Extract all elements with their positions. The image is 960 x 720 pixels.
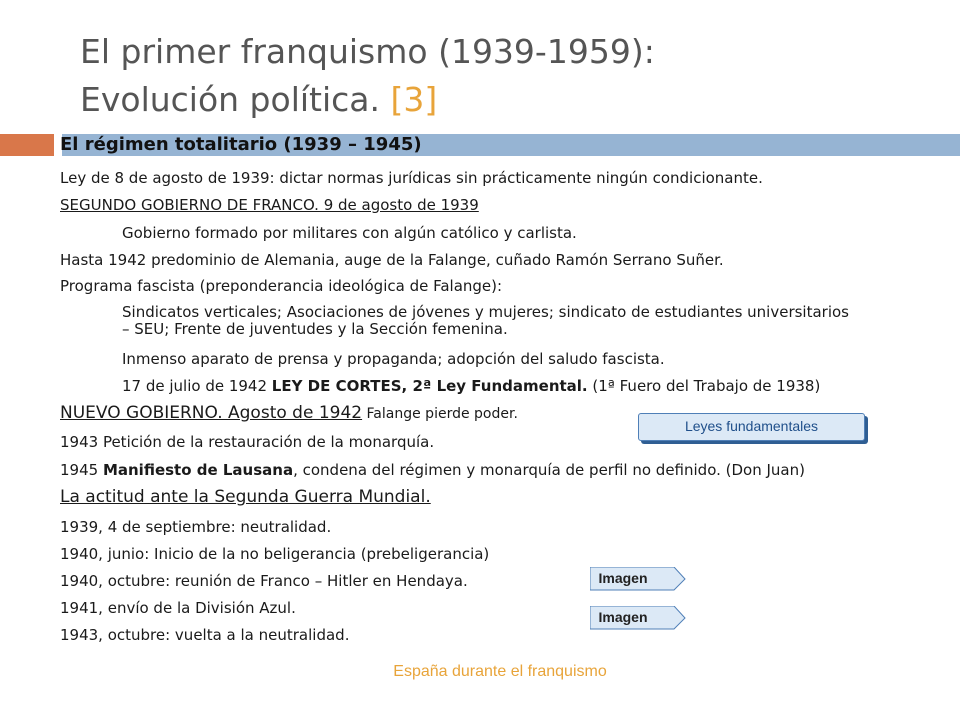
text-segment: Falange pierde poder.: [362, 406, 518, 422]
slide-title: [80, 28, 940, 124]
text-line: Inmenso aparato de prensa y propaganda; adopción del saludo fascista.: [122, 350, 665, 368]
text-line: La actitud ante la Segunda Guerra Mundial.: [60, 487, 431, 507]
text-segment: 17 de julio de 1942: [122, 377, 272, 395]
text-segment-underlined: NUEVO GOBIERNO. Agosto de 1942: [60, 403, 363, 423]
text-line: SEGUNDO GOBIERNO DE FRANCO. 9 de agosto de 1939: [60, 196, 479, 214]
text-segment-bold: Manifiesto de Lausana: [102, 461, 294, 479]
text-segment-bold: LEY DE CORTES, 2ª Ley Fundamental.: [271, 377, 588, 395]
text-line: 1939, 4 de septiembre: neutralidad.: [60, 518, 332, 536]
text-line: Sindicatos verticales; Asociaciones de jóvenes y mujeres; sindicato de estudiantes universitarios – SEU; Frente de juventudes y la Sección femenina.: [122, 303, 849, 338]
text-line: 1943 Petición de la restauración de la monarquía.: [60, 433, 435, 451]
imagen-link-2[interactable]: [590, 606, 686, 630]
text-line: 1943, octubre: vuelta a la neutralidad.: [60, 626, 350, 644]
text-line: 1941, envío de la División Azul.: [60, 599, 296, 617]
leyes-fundamentales-button[interactable]: Leyes fundamentales: [638, 413, 865, 441]
text-line: [122, 376, 820, 396]
text-line: Programa fascista (preponderancia ideológica de Falange):: [60, 277, 503, 295]
text-line: 1940, junio: Inicio de la no beligerancia (prebeligerancia): [60, 545, 490, 563]
imagen-link-1[interactable]: [590, 567, 686, 591]
text-segment: , condena del régimen y monarquía de perfil no definido. (Don Juan): [293, 461, 805, 479]
footer-text: España durante el franquismo: [393, 663, 607, 680]
text-line: Hasta 1942 predominio de Alemania, auge de la Falange, cuñado Ramón Serrano Suñer.: [60, 251, 724, 269]
text-line: [60, 460, 805, 480]
text-segment: 1945: [60, 461, 103, 479]
text-line: Ley de 8 de agosto de 1939: dictar normas jurídicas sin prácticamente ningún condicionante.: [60, 169, 763, 187]
text-segment: (1ª Fuero del Trabajo de 1938): [587, 377, 821, 395]
text-line: Gobierno formado por militares con algún católico y carlista.: [122, 224, 577, 242]
title-line-1: El primer franquismo (1939-1959):: [80, 32, 655, 71]
title-line-2: [80, 76, 940, 124]
imagen-link-label: Imagen: [598, 609, 648, 625]
text-line: 1940, octubre: reunión de Franco – Hitler en Hendaya.: [60, 572, 468, 590]
title-line-2-text: Evolución política.: [80, 80, 380, 119]
title-reference: [3]: [390, 80, 438, 119]
imagen-link-label: Imagen: [598, 570, 648, 586]
section-heading: El régimen totalitario (1939 – 1945): [60, 134, 422, 155]
accent-bar: [0, 134, 54, 156]
text-line: [60, 403, 518, 424]
